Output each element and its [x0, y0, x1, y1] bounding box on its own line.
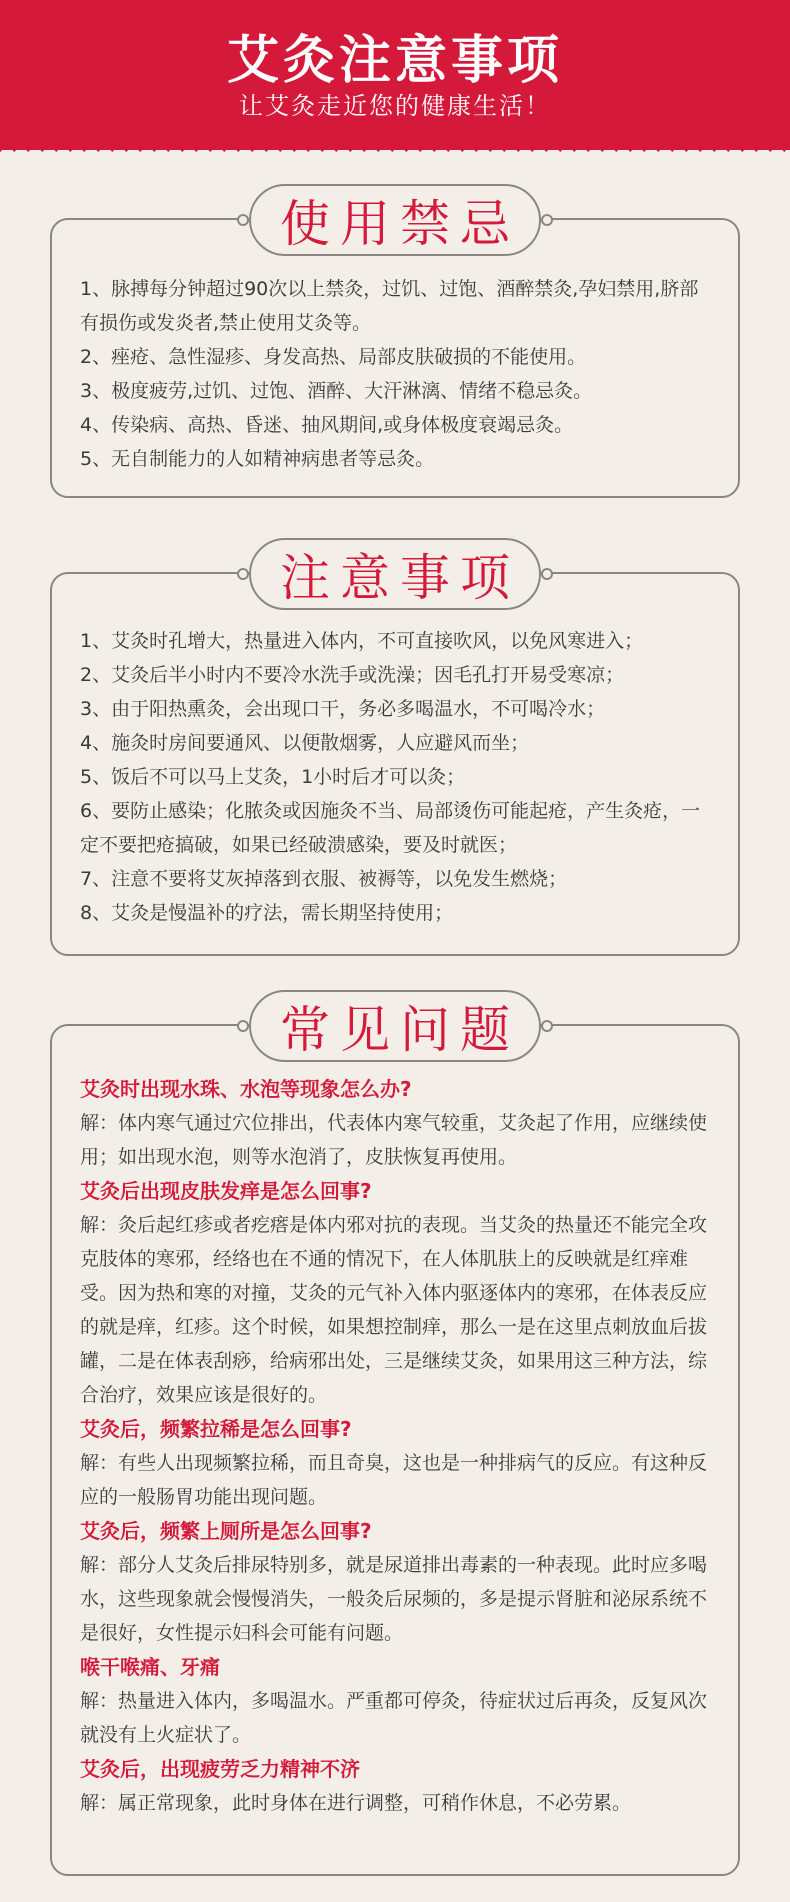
faq-answer: 解：热量进入体内，多喝温水。严重都可停灸，待症状过后再灸，反复风次就没有上火症状了。 [80, 1690, 708, 1746]
section-faq [50, 1001, 740, 1876]
faq-answer: 解：有些人出现频繁拉稀，而且奇臭，这也是一种排病气的反应。有这种反应的一般肠胃功能出现问题。 [80, 1452, 708, 1508]
section-precautions [50, 549, 740, 956]
list-item: 8、艾灸是慢温补的疗法，需长期坚持使用； [80, 902, 454, 924]
faq-answer: 解：属正常现象，此时身体在进行调整，可稍作休息，不必劳累。 [80, 1792, 632, 1814]
list-item: 4、传染病、高热、昏迷、抽风期间,或身体极度衰竭忌灸。 [80, 414, 574, 436]
list-item: 3、极度疲劳,过饥、过饱、酒醉、大汗淋漓、情绪不稳忌灸。 [80, 380, 593, 402]
section-title: 注意事项 [249, 538, 541, 610]
list-item: 3、由于阳热熏灸，会出现口干，务必多喝温水，不可喝冷水； [80, 698, 606, 720]
list-item: 2、痤疮、急性湿疹、身发高热、局部皮肤破损的不能使用。 [80, 346, 587, 368]
list-item: 4、施灸时房间要通风、以便散烟雾，人应避风而坐； [80, 732, 530, 754]
faq-question: 喉干喉痛、牙痛 [80, 1655, 220, 1679]
header-banner [0, 0, 790, 150]
list-item: 6、要防止感染；化脓灸或因施灸不当、局部烫伤可能起疮，产生灸疮，一定不要把疮搞破，如果已经破溃感染，要及时就医； [80, 800, 701, 856]
banner-zigzag-edge [0, 138, 790, 152]
list-item: 5、饭后不可以马上艾灸，1小时后才可以灸； [80, 766, 466, 788]
section-contraindications [50, 195, 740, 498]
faq-answer: 解：灸后起红疹或者疙瘩是体内邪对抗的表现。当艾灸的热量还不能完全攻克肢体的寒邪，经络也在不通的情况下，在人体肌肤上的反映就是红痒难受。因为热和寒的对撞，艾灸的元气补入体内驱逐体内的寒邪，在体表反应的就是痒，红疹。这个时候，如果想控制痒，那么一是在这里点刺放血后拔罐，二是在体表刮痧，给病邪出处，三是继续艾灸，如果用这三种方法，综合治疗，效果应该是很好的。 [80, 1214, 708, 1406]
list-item: 1、脉搏每分钟超过90次以上禁灸，过饥、过饱、酒醉禁灸,孕妇禁用,脐部有损伤或发炎者,禁止使用艾灸等。 [80, 278, 699, 334]
faq-question: 艾灸后，频繁上厕所是怎么回事? [80, 1519, 372, 1543]
section-title: 常见问题 [249, 990, 541, 1062]
faq-question: 艾灸后出现皮肤发痒是怎么回事? [80, 1179, 372, 1203]
page-title: 艾灸注意事项 [226, 31, 563, 91]
faq-question: 艾灸后，出现疲劳乏力精神不济 [80, 1757, 360, 1781]
page-subtitle: 让艾灸走近您的健康生活！ [239, 92, 551, 120]
faq-question: 艾灸时出现水珠、水泡等现象怎么办? [80, 1077, 412, 1101]
list-item: 2、艾灸后半小时内不要冷水洗手或洗澡；因毛孔打开易受寒凉； [80, 664, 625, 686]
list-item: 7、注意不要将艾灰掉落到衣服、被褥等，以免发生燃烧； [80, 868, 568, 890]
section-title: 使用禁忌 [249, 184, 541, 256]
list-item: 1、艾灸时孔增大，热量进入体内，不可直接吹风，以免风寒进入； [80, 630, 644, 652]
faq-answer: 解：部分人艾灸后排尿特别多，就是尿道排出毒素的一种表现。此时应多喝水，这些现象就会慢慢消失，一般灸后尿频的，多是提示肾脏和泌尿系统不是很好，女性提示妇科会可能有问题。 [80, 1554, 708, 1644]
faq-question: 艾灸后，频繁拉稀是怎么回事? [80, 1417, 352, 1441]
faq-answer: 解：体内寒气通过穴位排出，代表体内寒气较重，艾灸起了作用，应继续使用；如出现水泡，则等水泡消了，皮肤恢复再使用。 [80, 1112, 708, 1168]
list-item: 5、无自制能力的人如精神病患者等忌灸。 [80, 448, 435, 470]
